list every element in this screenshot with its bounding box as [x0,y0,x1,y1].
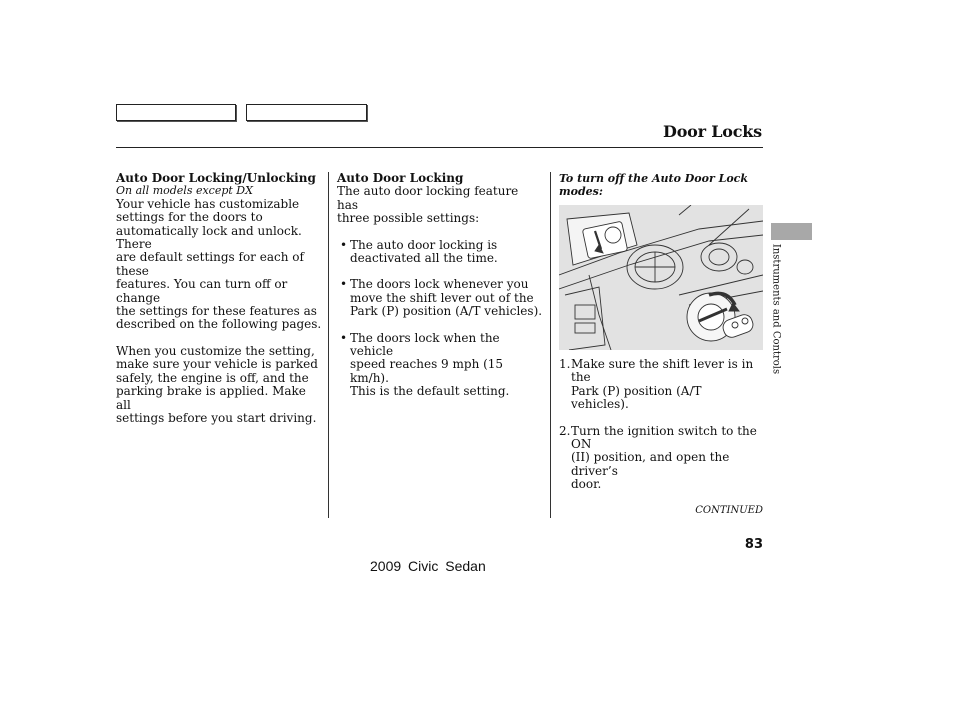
text-line: Make sure the shift lever is in the [571,357,754,385]
page-title: Door Locks [663,122,762,141]
step-1 [559,358,763,412]
text-line: move the shift lever out of the [350,290,534,305]
text-line: The auto door locking feature has [337,184,519,212]
text-line: safely, the engine is off, and the [116,370,309,385]
text-line: deactivated all the time. [350,251,498,266]
continued-label: CONTINUED [695,505,763,516]
text-line: make sure your vehicle is parked [116,357,318,372]
bullet-item-3 [337,332,543,399]
section-tab[interactable] [771,223,812,240]
step-number: 2. [559,423,571,438]
title-rule [116,147,763,148]
text-line: features. You can turn off or change [116,277,288,305]
bullet-dot: • [340,330,348,345]
column-1-paragraph-1 [116,198,322,332]
column-divider-1 [328,172,329,518]
text-line: When you customize the setting, [116,343,315,358]
text-line: parking brake is applied. Make all [116,384,306,412]
bullet-dot: • [340,237,348,252]
footer-model: 2009 Civic Sedan [370,558,486,574]
text-line: Park (P) position (A/T vehicles). [571,383,702,412]
page-number: 83 [744,537,763,552]
column-3-heading-block [559,172,763,198]
text-line: The doors lock whenever you [350,277,529,292]
text-line: described on the following pages. [116,317,322,332]
text-line: The doors lock when the vehicle [350,330,500,359]
dashboard-illustration [559,205,763,350]
text-line: Turn the ignition switch to the ON [571,423,757,452]
text-line: the settings for these features as [116,304,317,319]
column-2 [337,172,543,399]
text-line: This is the default setting. [350,384,510,399]
column-1-paragraph-2 [116,345,322,425]
column-2-heading: Auto Door Locking [337,171,464,185]
text-line: automatically lock and unlock. There [116,223,302,252]
text-line: (II) position, and open the driver’s [571,450,730,478]
text-line: are default settings for each of these [116,250,304,278]
bullet-item-2 [337,278,543,318]
text-line: door. [571,477,602,492]
column-1 [116,172,322,425]
nav-button-2[interactable] [246,104,367,121]
bullet-item-1 [337,239,543,266]
column-3-heading: To turn off the Auto Door Lock [559,172,748,185]
text-line: three possible settings: [337,211,480,226]
text-line: Your vehicle has customizable [116,196,300,211]
column-3-heading: modes: [559,185,603,198]
section-tab-label: Instruments and Controls [770,243,782,375]
text-line: The auto door locking is [350,237,498,252]
text-line: Park (P) position (A/T vehicles). [350,304,543,319]
column-divider-2 [550,172,551,518]
text-line: settings before you start driving. [116,410,317,425]
text-line: settings for the doors to [116,210,263,225]
dashboard-key-drawing [559,205,763,350]
text-line: speed reaches 9 mph (15 km/h). [350,357,504,385]
step-number: 1. [559,357,571,371]
nav-button-1[interactable] [116,104,236,121]
step-2 [559,425,763,492]
column-1-heading: Auto Door Locking/Unlocking [116,171,316,185]
section-tab-label-box [767,243,785,375]
column-1-subheading: On all models except DX [116,184,253,198]
bullet-dot: • [340,277,348,292]
column-3-steps [559,358,763,492]
